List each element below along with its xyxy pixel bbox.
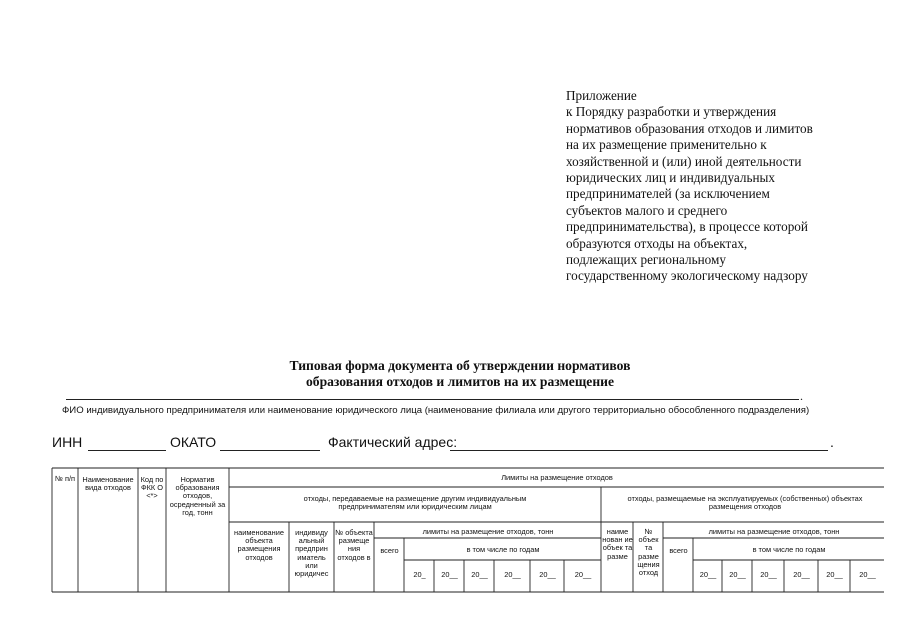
fio-end-mark: .	[800, 389, 803, 403]
header-own-number: № объек та разме щения отход	[637, 528, 660, 578]
header-own-total: всего	[669, 547, 688, 555]
appendix-line: хозяйственной и (или) иной деятельности	[566, 153, 802, 169]
appendix-line: к Порядку разработки и утверждения	[566, 104, 777, 120]
okato-label: ОКАТО	[170, 434, 217, 450]
header-code: Код по ФКК О <*>	[140, 476, 164, 501]
address-end-mark: .	[830, 434, 834, 450]
header-transferred: отходы, передаваемые на размещение другим индивидуальным предпринимателям или юридическим лицам	[303, 495, 527, 512]
own-year-3[interactable]: 20__	[760, 571, 777, 579]
header-own-by-year: в том числе по годам	[752, 546, 826, 554]
address-label: Фактический адрес:	[328, 434, 458, 450]
transferred-year-6[interactable]: 20__	[574, 571, 592, 579]
appendix-line: государственному экологическому надзору	[566, 268, 808, 284]
appendix-line: субъектов малого и среднего	[566, 202, 728, 218]
header-transferred-total: всего	[380, 547, 399, 555]
transferred-year-2[interactable]: 20__	[441, 571, 458, 579]
transferred-year-1[interactable]: 20_	[413, 571, 426, 579]
fio-caption: ФИО индивидуального предпринимателя или наименование юридического лица (наименование филиала или другого территориально обособленного подразделения)	[62, 405, 810, 416]
appendix-line: подлежащих региональному	[566, 252, 726, 268]
appendix-line: образуются отходы на объектах,	[566, 235, 748, 251]
header-norm: Норматив образования отходов, осредненный за год, тонн	[169, 476, 226, 517]
header-transferred-by-year: в том числе по годам	[466, 546, 540, 554]
own-year-6[interactable]: 20__	[859, 571, 876, 579]
title-line-2: образования отходов и лимитов на их размещение	[305, 374, 615, 389]
appendix-line: предпринимателей (за исключением	[566, 186, 770, 202]
header-entrepreneur: индивиду альный предприн иматель или юридичес	[294, 529, 329, 579]
appendix-line: Приложение	[566, 88, 637, 103]
appendix-line: нормативов образования отходов и лимитов	[566, 120, 813, 136]
header-num: № п/п	[54, 475, 76, 483]
own-year-5[interactable]: 20__	[826, 571, 843, 579]
transferred-year-5[interactable]: 20__	[539, 571, 556, 579]
own-year-1[interactable]: 20__	[699, 571, 717, 579]
header-own-name: наиме нован ие объек та разме	[602, 528, 633, 561]
appendix-line: на их размещение применительно к	[566, 137, 767, 153]
inn-label: ИНН	[52, 434, 83, 450]
header-own-objects: отходы, размещаемые на эксплуатируемых (собственных) объектах размещения отходов	[627, 495, 863, 512]
appendix-line: предпринимательства), в процессе которой	[566, 219, 808, 235]
transferred-year-3[interactable]: 20__	[471, 571, 488, 579]
appendix-line: юридических лиц и индивидуальных	[566, 170, 776, 186]
own-year-2[interactable]: 20__	[729, 571, 746, 579]
header-object-name: наименование объекта размещения отходов	[234, 529, 284, 562]
header-limits: Лимиты на размещение отходов	[501, 474, 613, 482]
title-line-1: Типовая форма документа об утверждении нормативов	[289, 358, 631, 373]
transferred-year-4[interactable]: 20__	[504, 571, 521, 579]
header-waste-name: Наименование вида отходов	[82, 476, 134, 493]
own-year-4[interactable]: 20__	[793, 571, 810, 579]
header-object-number: № объекта размеще ния отходов в	[335, 529, 373, 562]
header-transferred-limits: лимиты на размещение отходов, тонн	[422, 528, 554, 536]
header-own-limits: лимиты на размещение отходов, тонн	[708, 528, 840, 536]
